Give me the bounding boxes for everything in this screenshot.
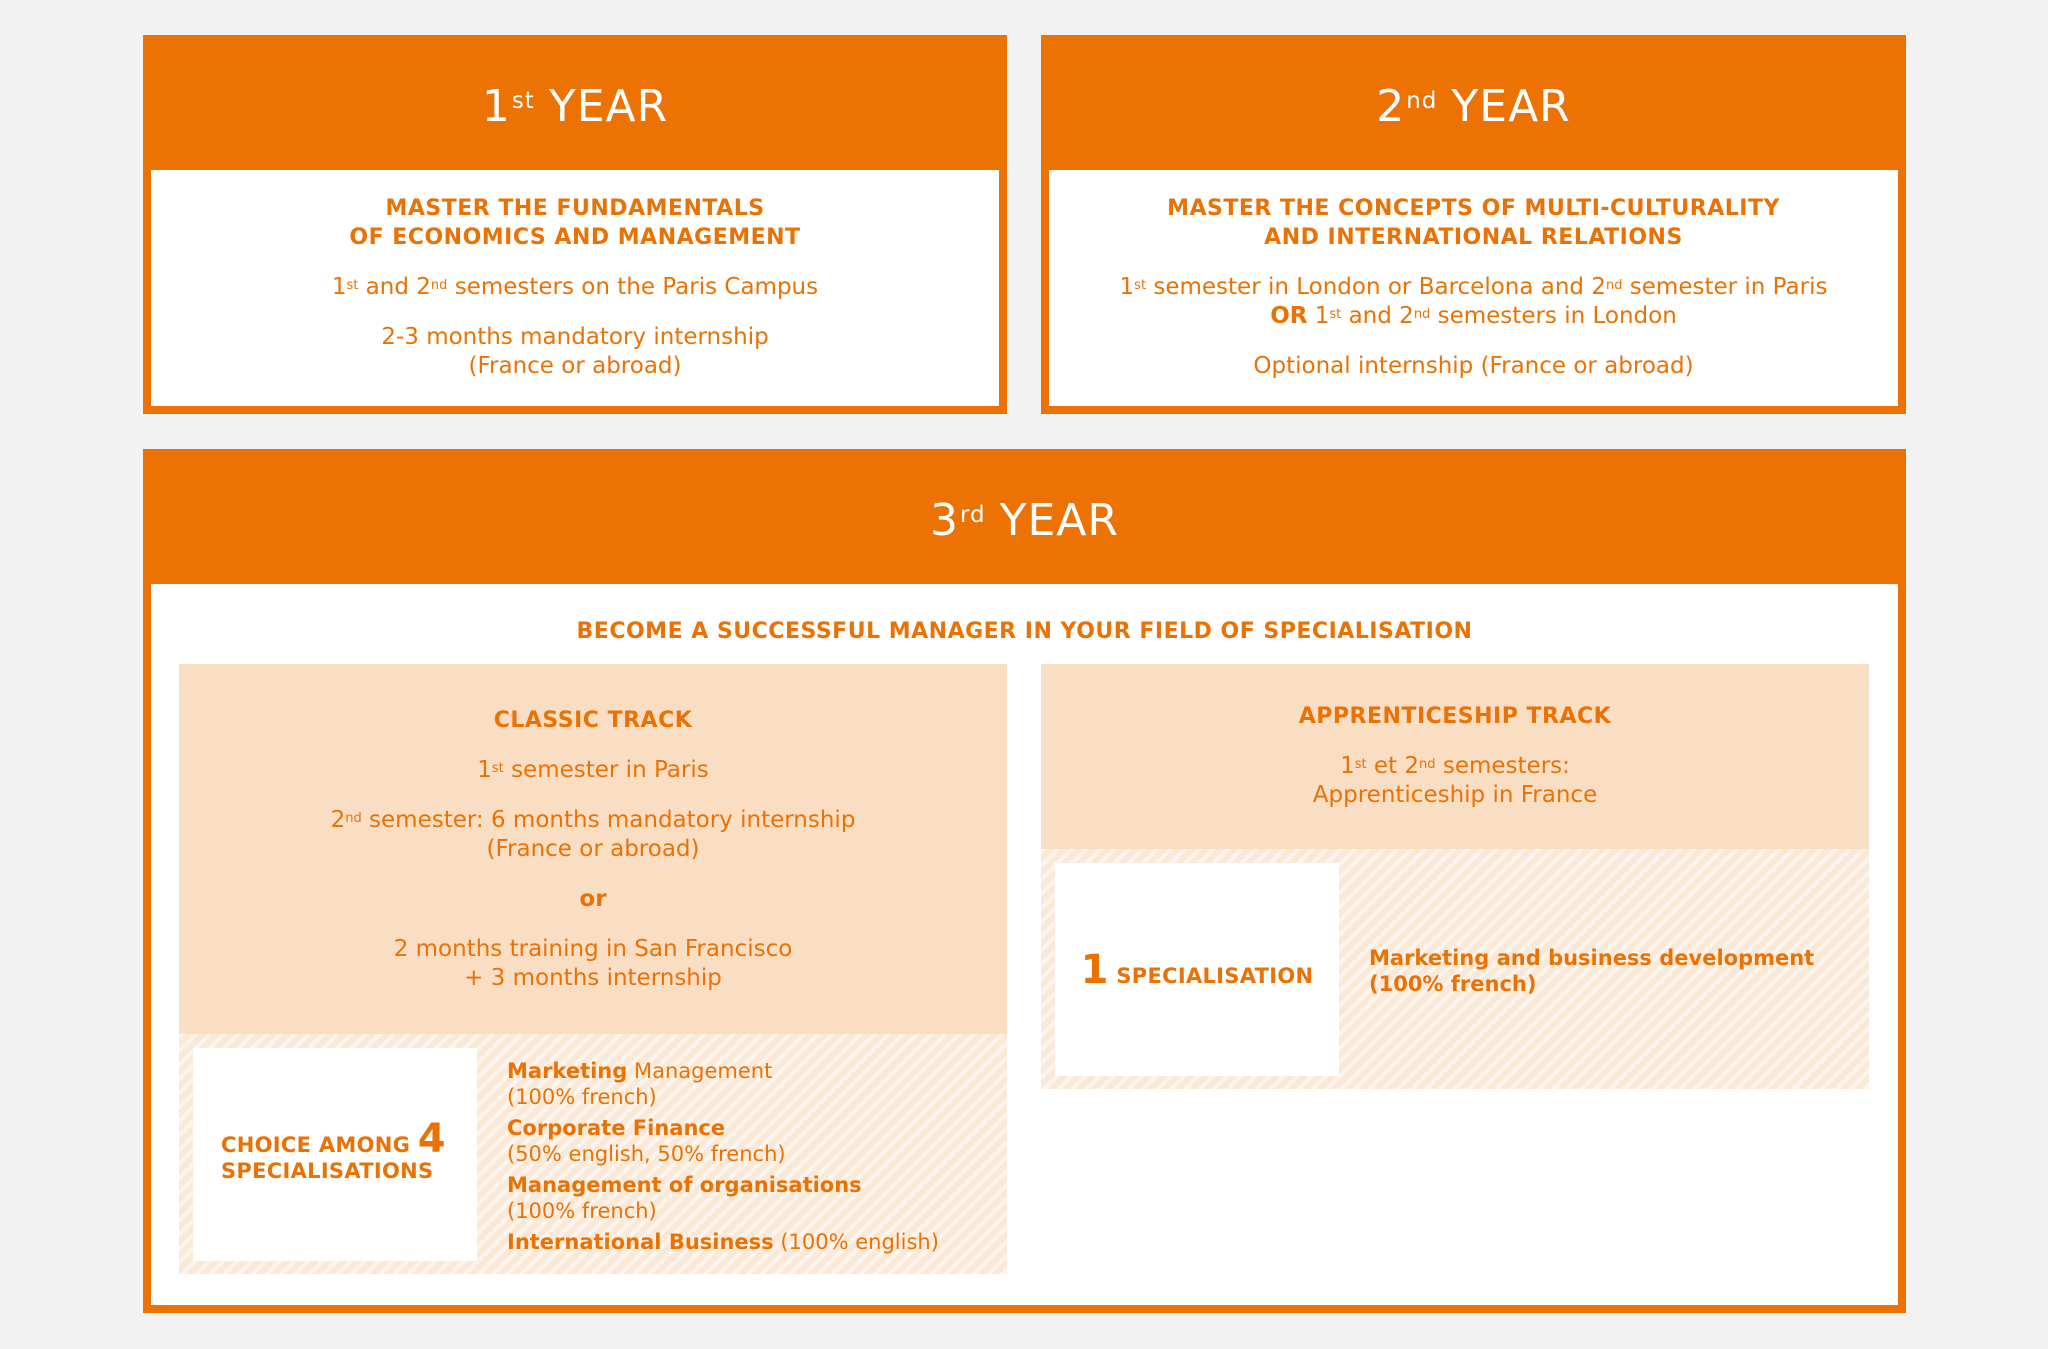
classic-l4: 2 months training in San Francisco xyxy=(393,936,793,962)
appr-spec-line1: Marketing and business development xyxy=(1369,946,1815,970)
year2-p1-d-sup: st xyxy=(1329,307,1342,322)
classic-choice-num: 4 xyxy=(417,1115,446,1162)
year3-title-num: 3 xyxy=(929,495,959,546)
year1-title-num: 1 xyxy=(481,81,511,132)
classic-choice-prefix: CHOICE AMONG xyxy=(221,1132,411,1157)
year3-title-word: YEAR xyxy=(999,495,1119,546)
year3-heading: BECOME A SUCCESSFUL MANAGER IN YOUR FIELD OF SPECIALISATION xyxy=(576,619,1473,644)
spec-1-bold: Corporate Finance xyxy=(507,1116,726,1140)
classic-alt xyxy=(179,935,1007,993)
year2-card xyxy=(1041,35,1906,414)
classic-l1-a: 1 xyxy=(477,757,492,783)
year3-card xyxy=(143,449,1906,1313)
year1-header xyxy=(151,43,999,170)
year2-p1-e-sup: nd xyxy=(1413,307,1431,322)
classic-track xyxy=(179,664,1007,1034)
apprenticeship-spec-area xyxy=(1041,849,1869,1089)
year1-p1-a: 1 xyxy=(331,274,347,300)
appr-spec-num: 1 xyxy=(1080,946,1109,993)
apprenticeship-semesters xyxy=(1041,752,1869,810)
appr-l1-sup: st xyxy=(1354,757,1367,772)
apprenticeship-track xyxy=(1041,664,1869,849)
spec-0-rest: Management xyxy=(627,1059,773,1083)
spec-item xyxy=(507,1058,939,1110)
spec-item xyxy=(507,1172,939,1224)
year2-p1-b: semester in London or Barcelona and 2 xyxy=(1146,274,1606,300)
spec-0-line2: (100% french) xyxy=(507,1085,657,1109)
spec-2-line2: (100% french) xyxy=(507,1199,657,1223)
classic-specs-area xyxy=(179,1034,1007,1274)
year2-header xyxy=(1049,43,1898,170)
spec-1-line2: (50% english, 50% french) xyxy=(507,1142,786,1166)
year2-title-word: YEAR xyxy=(1451,81,1571,132)
appr-spec-line2: (100% french) xyxy=(1369,972,1537,996)
year2-semesters xyxy=(1049,273,1898,331)
year2-p1-a-sup: st xyxy=(1134,278,1147,293)
classic-l2-b: semester: 6 months mandatory internship xyxy=(361,807,856,833)
apprenticeship-spec-box xyxy=(1055,863,1339,1076)
year1-p1-c: semesters on the Paris Campus xyxy=(447,274,819,300)
year1-heading-line1: MASTER THE FUNDAMENTALS xyxy=(385,196,765,221)
spec-item xyxy=(507,1115,939,1167)
appr-spec-label: SPECIALISATION xyxy=(1116,963,1314,988)
year2-title-num: 2 xyxy=(1376,81,1406,132)
classic-l1-sup: st xyxy=(491,761,504,776)
year2-internship: Optional internship (France or abroad) xyxy=(1253,353,1694,379)
spec-0-bold: Marketing xyxy=(507,1059,628,1083)
classic-or: or xyxy=(579,886,607,912)
year1-p1-b: and 2 xyxy=(358,274,431,300)
classic-choice-suffix: SPECIALISATIONS xyxy=(221,1158,434,1183)
year2-heading-line2: AND INTERNATIONAL RELATIONS xyxy=(1264,225,1683,250)
year2-title-sup: nd xyxy=(1406,87,1438,114)
appr-l1-sup2: nd xyxy=(1419,757,1436,772)
year2-p1-c: semester in Paris xyxy=(1622,274,1828,300)
classic-l3: (France or abroad) xyxy=(486,836,700,862)
appr-l1-b: et 2 xyxy=(1366,753,1420,779)
year2-heading-line1: MASTER THE CONCEPTS OF MULTI-CULTURALITY xyxy=(1167,196,1780,221)
appr-l2: Apprenticeship in France xyxy=(1312,782,1598,808)
apprenticeship-spec-label xyxy=(1081,947,1314,993)
classic-track-title: CLASSIC TRACK xyxy=(493,708,693,733)
year2-p1-a: 1 xyxy=(1119,274,1135,300)
year2-heading xyxy=(1049,194,1898,252)
classic-l2-sup: nd xyxy=(345,811,362,826)
apprenticeship-spec-list xyxy=(1369,945,1814,997)
year1-internship-line2: (France or abroad) xyxy=(468,353,682,379)
apprenticeship-title: APPRENTICESHIP TRACK xyxy=(1298,704,1612,729)
year1-body xyxy=(151,170,999,381)
classic-l2-a: 2 xyxy=(330,807,346,833)
year2-p1-d: 1 xyxy=(1307,303,1330,329)
appr-l1-c: semesters: xyxy=(1435,753,1570,779)
year1-p1-b-sup: nd xyxy=(430,278,448,293)
spec-2-bold: Management of organisations xyxy=(507,1173,862,1197)
year1-internship-line1: 2-3 months mandatory internship xyxy=(381,324,769,350)
classic-line1 xyxy=(179,756,1007,785)
classic-choice-label xyxy=(193,1115,446,1184)
year3-title-sup: rd xyxy=(959,501,986,528)
classic-l5: + 3 months internship xyxy=(464,965,722,991)
year1-title-word: YEAR xyxy=(548,81,669,132)
year2-p1-f: semesters in London xyxy=(1430,303,1677,329)
spec-3-bold: International Business xyxy=(507,1230,774,1254)
year2-p1-b-sup: nd xyxy=(1605,278,1623,293)
spec-item xyxy=(507,1229,939,1255)
year1-internship xyxy=(151,323,999,381)
appr-l1-a: 1 xyxy=(1340,753,1355,779)
year1-title-sup: st xyxy=(511,87,535,114)
year3-header xyxy=(151,457,1898,584)
year2-or: OR xyxy=(1270,303,1308,329)
classic-l1-b: semester in Paris xyxy=(503,757,709,783)
year1-heading-line2: OF ECONOMICS AND MANAGEMENT xyxy=(349,225,801,250)
year1-p1-a-sup: st xyxy=(346,278,359,293)
year1-heading xyxy=(151,194,999,252)
classic-line2 xyxy=(179,806,1007,864)
year2-p1-e: and 2 xyxy=(1341,303,1414,329)
classic-spec-list xyxy=(507,1058,939,1260)
year1-semesters xyxy=(151,273,999,302)
year2-body xyxy=(1049,170,1898,381)
spec-3-rest: (100% english) xyxy=(773,1230,939,1254)
year1-card xyxy=(143,35,1007,414)
classic-choice-box xyxy=(193,1048,477,1261)
